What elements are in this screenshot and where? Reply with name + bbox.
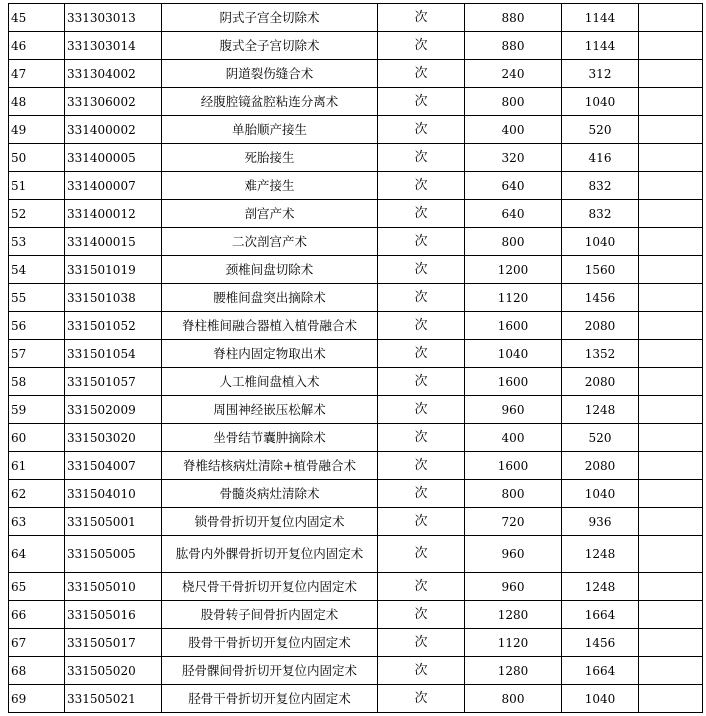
item-name-cell: 阴道裂伤缝合术 [162, 60, 378, 88]
item-name-cell: 颈椎间盘切除术 [162, 256, 378, 284]
row-number-cell: 61 [9, 452, 65, 480]
blank-cell [639, 536, 703, 573]
unit-cell: 次 [378, 228, 465, 256]
item-code-cell: 331400007 [65, 172, 162, 200]
unit-cell: 次 [378, 88, 465, 116]
item-name-cell: 股骨干骨折切开复位内固定术 [162, 629, 378, 657]
blank-cell [639, 88, 703, 116]
price-cell: 720 [465, 508, 562, 536]
item-code-cell: 331505016 [65, 601, 162, 629]
price-adjusted-cell: 520 [562, 424, 639, 452]
unit-cell: 次 [378, 312, 465, 340]
item-name-cell: 周围神经嵌压松解术 [162, 396, 378, 424]
price-adjusted-cell: 1040 [562, 480, 639, 508]
price-adjusted-cell: 2080 [562, 312, 639, 340]
unit-cell: 次 [378, 508, 465, 536]
row-number-cell: 49 [9, 116, 65, 144]
blank-cell [639, 32, 703, 60]
table-row [9, 536, 703, 573]
blank-cell [639, 685, 703, 713]
unit-cell: 次 [378, 629, 465, 657]
item-name-cell: 死胎接生 [162, 144, 378, 172]
row-number-cell: 58 [9, 368, 65, 396]
price-adjusted-cell: 1248 [562, 536, 639, 573]
unit-cell: 次 [378, 657, 465, 685]
price-cell: 960 [465, 396, 562, 424]
price-cell: 240 [465, 60, 562, 88]
item-code-cell: 331400012 [65, 200, 162, 228]
row-number-cell: 69 [9, 685, 65, 713]
row-number-cell: 52 [9, 200, 65, 228]
item-code-cell: 331505005 [65, 536, 162, 573]
item-code-cell: 331501054 [65, 340, 162, 368]
row-number-cell: 50 [9, 144, 65, 172]
item-code-cell: 331400005 [65, 144, 162, 172]
price-adjusted-cell: 312 [562, 60, 639, 88]
price-adjusted-cell: 2080 [562, 368, 639, 396]
table-row [9, 88, 703, 116]
table-row [9, 4, 703, 32]
item-code-cell: 331306002 [65, 88, 162, 116]
unit-cell: 次 [378, 340, 465, 368]
item-code-cell: 331501052 [65, 312, 162, 340]
price-adjusted-cell: 1144 [562, 4, 639, 32]
blank-cell [639, 256, 703, 284]
item-name-cell: 腹式全子宫切除术 [162, 32, 378, 60]
item-code-cell: 331505017 [65, 629, 162, 657]
item-name-cell: 股骨转子间骨折内固定术 [162, 601, 378, 629]
blank-cell [639, 452, 703, 480]
blank-cell [639, 116, 703, 144]
row-number-cell: 68 [9, 657, 65, 685]
fee-table [8, 3, 703, 713]
row-number-cell: 48 [9, 88, 65, 116]
price-adjusted-cell: 936 [562, 508, 639, 536]
blank-cell [639, 657, 703, 685]
unit-cell: 次 [378, 480, 465, 508]
table-row [9, 685, 703, 713]
item-name-cell: 脊椎结核病灶清除+植骨融合术 [162, 452, 378, 480]
price-cell: 640 [465, 200, 562, 228]
table-row [9, 256, 703, 284]
item-name-cell: 二次剖宫产术 [162, 228, 378, 256]
price-adjusted-cell: 1456 [562, 284, 639, 312]
price-adjusted-cell: 1248 [562, 573, 639, 601]
blank-cell [639, 573, 703, 601]
price-cell: 800 [465, 685, 562, 713]
table-row [9, 200, 703, 228]
item-name-cell: 胫骨干骨折切开复位内固定术 [162, 685, 378, 713]
price-adjusted-cell: 1248 [562, 396, 639, 424]
item-name-cell: 坐骨结节囊肿摘除术 [162, 424, 378, 452]
blank-cell [639, 480, 703, 508]
table-body [9, 4, 703, 713]
item-name-cell: 腰椎间盘突出摘除术 [162, 284, 378, 312]
item-code-cell: 331503020 [65, 424, 162, 452]
item-code-cell: 331400015 [65, 228, 162, 256]
price-cell: 960 [465, 573, 562, 601]
price-cell: 960 [465, 536, 562, 573]
row-number-cell: 64 [9, 536, 65, 573]
item-name-cell: 人工椎间盘植入术 [162, 368, 378, 396]
item-code-cell: 331505001 [65, 508, 162, 536]
item-name-cell: 骨髓炎病灶清除术 [162, 480, 378, 508]
table-row [9, 340, 703, 368]
table-row [9, 32, 703, 60]
unit-cell: 次 [378, 685, 465, 713]
row-number-cell: 47 [9, 60, 65, 88]
price-adjusted-cell: 832 [562, 200, 639, 228]
unit-cell: 次 [378, 144, 465, 172]
item-code-cell: 331501038 [65, 284, 162, 312]
item-code-cell: 331505020 [65, 657, 162, 685]
blank-cell [639, 200, 703, 228]
table-row [9, 452, 703, 480]
item-name-cell: 肱骨内外髁骨折切开复位内固定术 [162, 536, 378, 573]
price-adjusted-cell: 416 [562, 144, 639, 172]
unit-cell: 次 [378, 536, 465, 573]
item-name-cell: 剖宫产术 [162, 200, 378, 228]
unit-cell: 次 [378, 200, 465, 228]
price-cell: 1040 [465, 340, 562, 368]
blank-cell [639, 396, 703, 424]
table-row [9, 116, 703, 144]
unit-cell: 次 [378, 424, 465, 452]
price-adjusted-cell: 1560 [562, 256, 639, 284]
price-adjusted-cell: 1040 [562, 88, 639, 116]
price-adjusted-cell: 1664 [562, 657, 639, 685]
table-row [9, 144, 703, 172]
unit-cell: 次 [378, 573, 465, 601]
blank-cell [639, 508, 703, 536]
price-adjusted-cell: 1664 [562, 601, 639, 629]
unit-cell: 次 [378, 256, 465, 284]
item-code-cell: 331304002 [65, 60, 162, 88]
item-code-cell: 331303014 [65, 32, 162, 60]
row-number-cell: 56 [9, 312, 65, 340]
table-row [9, 508, 703, 536]
unit-cell: 次 [378, 396, 465, 424]
row-number-cell: 46 [9, 32, 65, 60]
price-cell: 1200 [465, 256, 562, 284]
item-code-cell: 331501019 [65, 256, 162, 284]
unit-cell: 次 [378, 4, 465, 32]
row-number-cell: 65 [9, 573, 65, 601]
price-cell: 800 [465, 88, 562, 116]
table-row [9, 368, 703, 396]
price-cell: 640 [465, 172, 562, 200]
item-code-cell: 331504010 [65, 480, 162, 508]
table-row [9, 172, 703, 200]
price-cell: 400 [465, 424, 562, 452]
table-row [9, 657, 703, 685]
table-row [9, 284, 703, 312]
unit-cell: 次 [378, 601, 465, 629]
item-name-cell: 单胎顺产接生 [162, 116, 378, 144]
row-number-cell: 57 [9, 340, 65, 368]
item-name-cell: 脊柱椎间融合器植入植骨融合术 [162, 312, 378, 340]
price-cell: 800 [465, 228, 562, 256]
table-row [9, 573, 703, 601]
table-row [9, 228, 703, 256]
item-name-cell: 脊柱内固定物取出术 [162, 340, 378, 368]
table-row [9, 480, 703, 508]
price-cell: 880 [465, 4, 562, 32]
row-number-cell: 53 [9, 228, 65, 256]
price-adjusted-cell: 520 [562, 116, 639, 144]
row-number-cell: 45 [9, 4, 65, 32]
item-code-cell: 331505021 [65, 685, 162, 713]
item-name-cell: 桡尺骨干骨折切开复位内固定术 [162, 573, 378, 601]
item-code-cell: 331502009 [65, 396, 162, 424]
unit-cell: 次 [378, 60, 465, 88]
price-adjusted-cell: 1040 [562, 685, 639, 713]
price-adjusted-cell: 1040 [562, 228, 639, 256]
table-row [9, 60, 703, 88]
unit-cell: 次 [378, 368, 465, 396]
blank-cell [639, 284, 703, 312]
item-name-cell: 阴式子宫全切除术 [162, 4, 378, 32]
price-cell: 1600 [465, 452, 562, 480]
unit-cell: 次 [378, 32, 465, 60]
item-code-cell: 331501057 [65, 368, 162, 396]
price-cell: 1280 [465, 601, 562, 629]
blank-cell [639, 312, 703, 340]
item-code-cell: 331303013 [65, 4, 162, 32]
price-cell: 1120 [465, 629, 562, 657]
unit-cell: 次 [378, 116, 465, 144]
table-row [9, 312, 703, 340]
blank-cell [639, 340, 703, 368]
item-name-cell: 胫骨髁间骨折切开复位内固定术 [162, 657, 378, 685]
blank-cell [639, 60, 703, 88]
item-name-cell: 经腹腔镜盆腔粘连分离术 [162, 88, 378, 116]
table-row [9, 601, 703, 629]
price-cell: 320 [465, 144, 562, 172]
blank-cell [639, 172, 703, 200]
row-number-cell: 54 [9, 256, 65, 284]
row-number-cell: 63 [9, 508, 65, 536]
item-name-cell: 锁骨骨折切开复位内固定术 [162, 508, 378, 536]
table-row [9, 396, 703, 424]
price-cell: 1280 [465, 657, 562, 685]
row-number-cell: 51 [9, 172, 65, 200]
blank-cell [639, 601, 703, 629]
price-cell: 400 [465, 116, 562, 144]
item-code-cell: 331504007 [65, 452, 162, 480]
row-number-cell: 67 [9, 629, 65, 657]
unit-cell: 次 [378, 284, 465, 312]
price-adjusted-cell: 1352 [562, 340, 639, 368]
table-row [9, 424, 703, 452]
row-number-cell: 66 [9, 601, 65, 629]
price-cell: 1600 [465, 312, 562, 340]
table-row [9, 629, 703, 657]
item-code-cell: 331505010 [65, 573, 162, 601]
price-adjusted-cell: 1144 [562, 32, 639, 60]
unit-cell: 次 [378, 452, 465, 480]
blank-cell [639, 144, 703, 172]
item-name-cell: 难产接生 [162, 172, 378, 200]
blank-cell [639, 4, 703, 32]
unit-cell: 次 [378, 172, 465, 200]
blank-cell [639, 424, 703, 452]
blank-cell [639, 629, 703, 657]
blank-cell [639, 228, 703, 256]
item-code-cell: 331400002 [65, 116, 162, 144]
price-adjusted-cell: 832 [562, 172, 639, 200]
row-number-cell: 60 [9, 424, 65, 452]
price-cell: 1120 [465, 284, 562, 312]
blank-cell [639, 368, 703, 396]
price-adjusted-cell: 1456 [562, 629, 639, 657]
price-cell: 800 [465, 480, 562, 508]
price-cell: 880 [465, 32, 562, 60]
row-number-cell: 62 [9, 480, 65, 508]
price-cell: 1600 [465, 368, 562, 396]
row-number-cell: 59 [9, 396, 65, 424]
row-number-cell: 55 [9, 284, 65, 312]
price-adjusted-cell: 2080 [562, 452, 639, 480]
